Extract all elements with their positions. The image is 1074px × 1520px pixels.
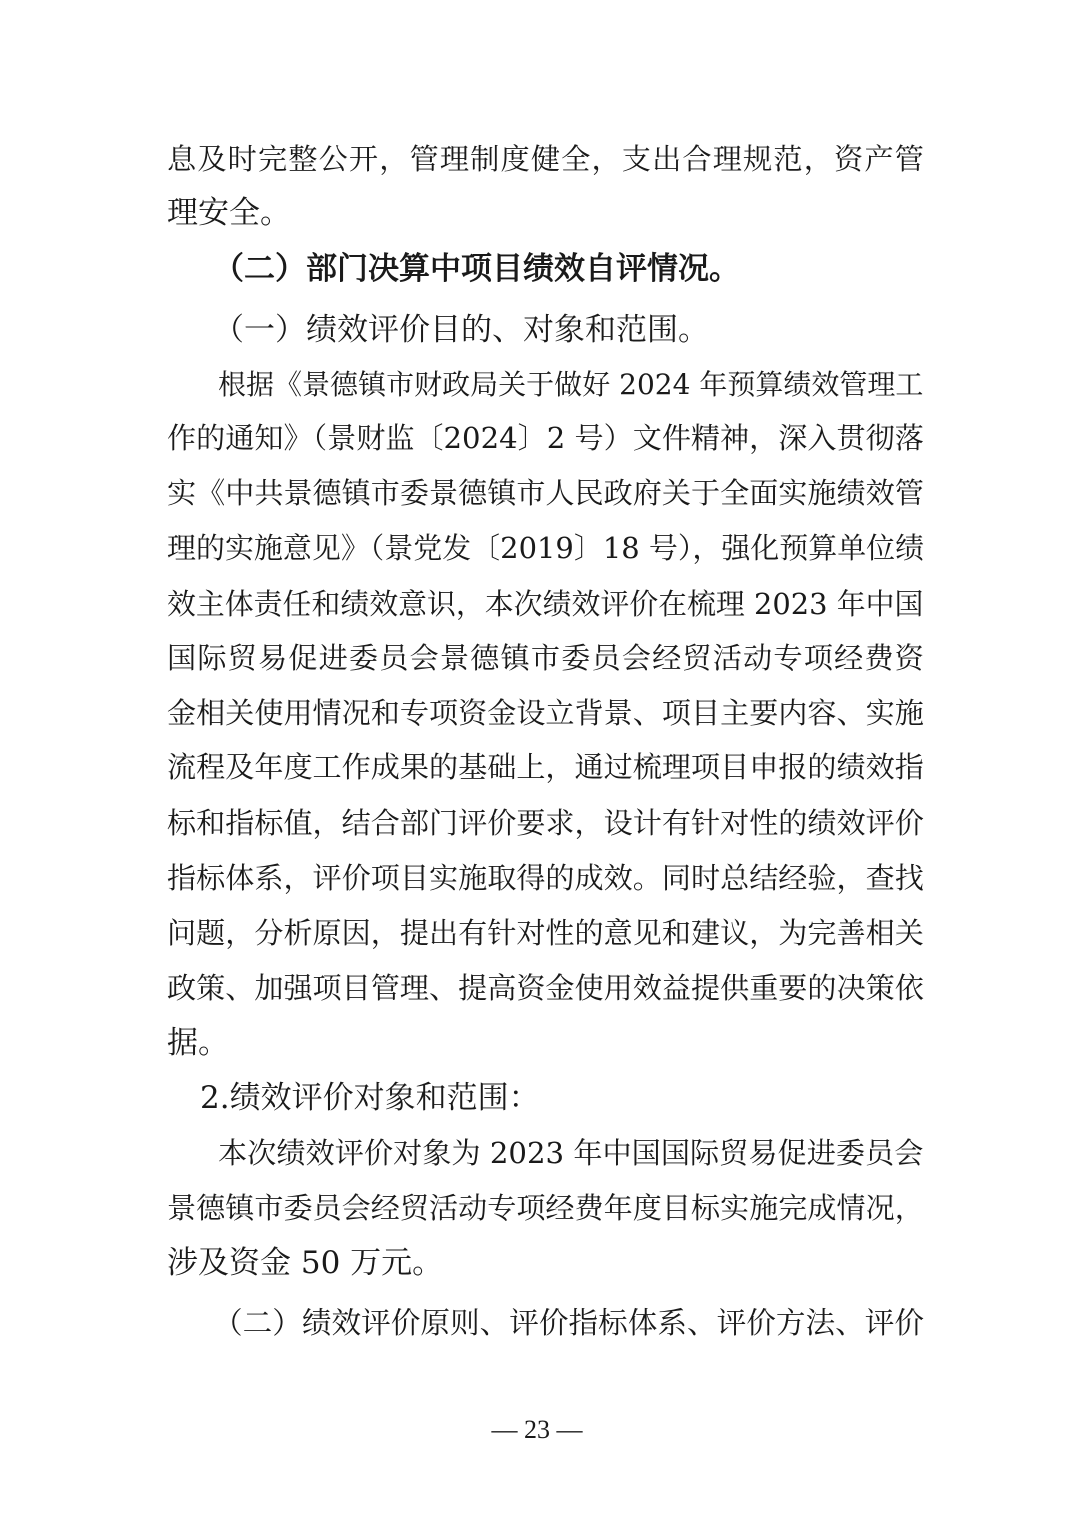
body-text-line: 理的实施意见》（景党发〔2019〕18 号），强化预算单位绩 <box>167 531 925 565</box>
body-text-line: 根据《景德镇市财政局关于做好 2024 年预算绩效管理工 <box>218 368 924 401</box>
subsection-heading: （二）绩效评价原则、评价指标体系、评价方法、评价 <box>213 1305 924 1340</box>
body-text-line: 金相关使用情况和专项资金设立背景、项目主要内容、实施 <box>167 696 924 730</box>
subsection-heading: 2.绩效评价对象和范围： <box>200 1080 540 1116</box>
body-text-line: 实《中共景德镇市委景德镇市人民政府关于全面实施绩效管 <box>167 476 924 510</box>
body-text-line: 据。 <box>167 1025 229 1061</box>
body-text-line: 国际贸易促进委员会景德镇市委员会经贸活动专项经费资 <box>167 641 925 675</box>
body-text-line: 作的通知》（景财监〔2024〕2 号）文件精神，深入贯彻落 <box>167 421 924 455</box>
body-text-line: 息及时完整公开，管理制度健全，支出合理规范，资产管 <box>167 142 925 176</box>
body-text-line: 景德镇市委员会经贸活动专项经费年度目标实施完成情况， <box>167 1191 924 1225</box>
body-text-line: 涉及资金 50 万元。 <box>167 1245 444 1281</box>
body-text-line: 标和指标值，结合部门评价要求，设计有针对性的绩效评价 <box>167 806 924 840</box>
body-text-line: 效主体责任和绩效意识，本次绩效评价在梳理 2023 年中国 <box>167 587 924 621</box>
body-text-line: 问题，分析原因，提出有针对性的意见和建议，为完善相关 <box>167 916 924 950</box>
body-text-line: 流程及年度工作成果的基础上，通过梳理项目申报的绩效指 <box>167 750 924 784</box>
section-heading: （二）部门决算中项目绩效自评情况。 <box>213 251 740 287</box>
subsection-heading: （一）绩效评价目的、对象和范围。 <box>213 312 709 348</box>
body-text-line: 指标体系，评价项目实施取得的成效。同时总结经验，查找 <box>167 861 924 895</box>
body-text-line: 本次绩效评价对象为 2023 年中国国际贸易促进委员会 <box>218 1136 924 1170</box>
page-number: — 23 — <box>491 1415 583 1444</box>
body-text-line: 理安全。 <box>167 195 291 231</box>
body-text-line: 政策、加强项目管理、提高资金使用效益提供重要的决策依 <box>167 971 924 1005</box>
